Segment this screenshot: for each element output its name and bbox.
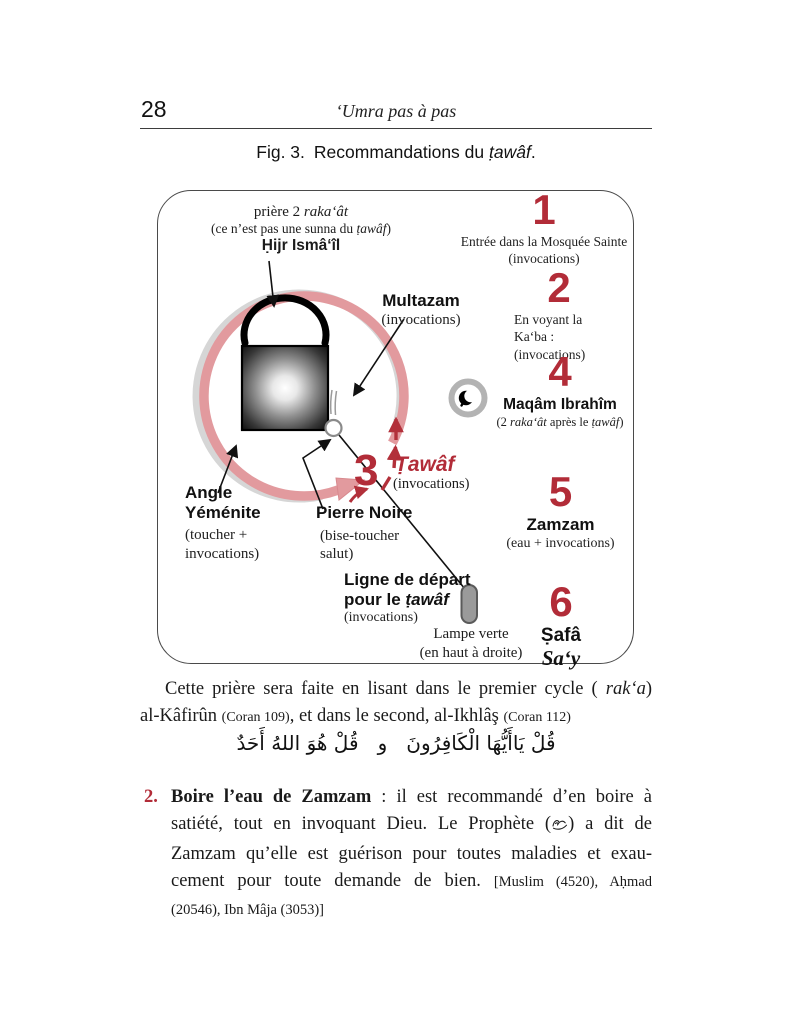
tawaf-diagram: prière 2 raka‘ât (ce n’est pas une sunna du ṭawâf) Ḥijr Ismâ‘îl Multazam (invocations) 1 Entrée dans la Mosquée Sainte (invocations) 2 En voyant la Ka‘ba : (invocations) 4 Maqâm Ibrahîm (2 raka‘ât après le ṭawâf) 3 Ṭawâf (invocations) 5 Zamzam (eau + invocations) 6 Ṣafâ Sa‘y Angle Yéménite (toucher + invocations) Pierre Noire (bise-toucher salut) Ligne de départ pour le ṭawâf (invocations) Lampe verte (en haut à droite) [157,190,634,664]
multazam-label: Multazam (invocations) [381,291,461,328]
step-4: 4 Maqâm Ibrahîm (2 raka‘ât après le ṭawâf) [496,348,624,429]
step-3-number: 3 [354,446,379,495]
tawaf-label: Ṭawâf [395,453,455,476]
arabic-verse: قُلْ يَاأَيُّهَا الْكَافِرُونَ و قُلْ هُوَ اللهُ أَحَدٌ [236,731,556,755]
figure-caption: Fig. 3. Recommandations du ṭawâf. [256,142,536,162]
green-lamp-label: Lampe verte (en haut à droite) [419,626,523,661]
black-stone-dot [326,420,342,436]
list-number: 2. [144,787,158,807]
step-6: 6 Ṣafâ Sa‘y [501,581,621,670]
running-title: ‘Umra pas à pas [335,101,457,121]
tawaf-direction-dash [382,477,390,490]
paragraph-zamzam: 2. Boire l’eau de Zamzam : il est recommandé d’en boire à satiété, tout en invoquant Dieu. Le Prophète ( ) a dit de Zamzam qu’elle est guérison pour toutes maladies et exau- cement pour toute demande de bien. [Muslim (4520), Aḥmad (20546), Ibn Mâja (3053)] [144,784,652,924]
hadith-references: (20546), Ibn Mâja (3053)] [171,901,325,918]
step-5: 5 Zamzam (eau + invocations) [506,468,615,551]
yemeni-corner-label: Angle Yéménite (toucher + invocations) [185,483,261,562]
start-line-label: Ligne de départ pour le ṭawâf (invocations) [344,570,471,626]
kaaba-square [242,346,328,430]
black-stone-label: Pierre Noire (bise-toucher salut) [316,503,413,563]
multazam-mark [331,390,332,414]
figure-caption-prefix: Fig. 3. [256,142,305,162]
step-1: 1 Entrée dans la Mosquée Sainte (invocations) [460,186,628,267]
say-label: Sa‘y [541,645,581,670]
step-2: 2 En voyant la Ka‘ba : (invocations) [514,264,586,362]
prophet-salutation-icon [551,813,568,840]
hadith-references: [Muslim (4520), Aḥmad [493,874,653,891]
maqam-ibrahim-icon [452,382,485,415]
paragraph-rakaat: Cette prière sera faite en lisant dans le premier cycle ( rak‘a) al-Kâfirûn (Coran 109), et dans le second, al-Ikhlâş (Coran 112) [140,679,652,726]
page-number: 28 [141,96,167,122]
hijr-arc [244,298,326,343]
multazam-mark [335,391,336,415]
header-rule [140,128,652,129]
hijr-label: prière 2 raka‘ât (ce n’est pas une sunna du ṭawâf) Ḥijr Ismâ‘îl [211,204,391,254]
